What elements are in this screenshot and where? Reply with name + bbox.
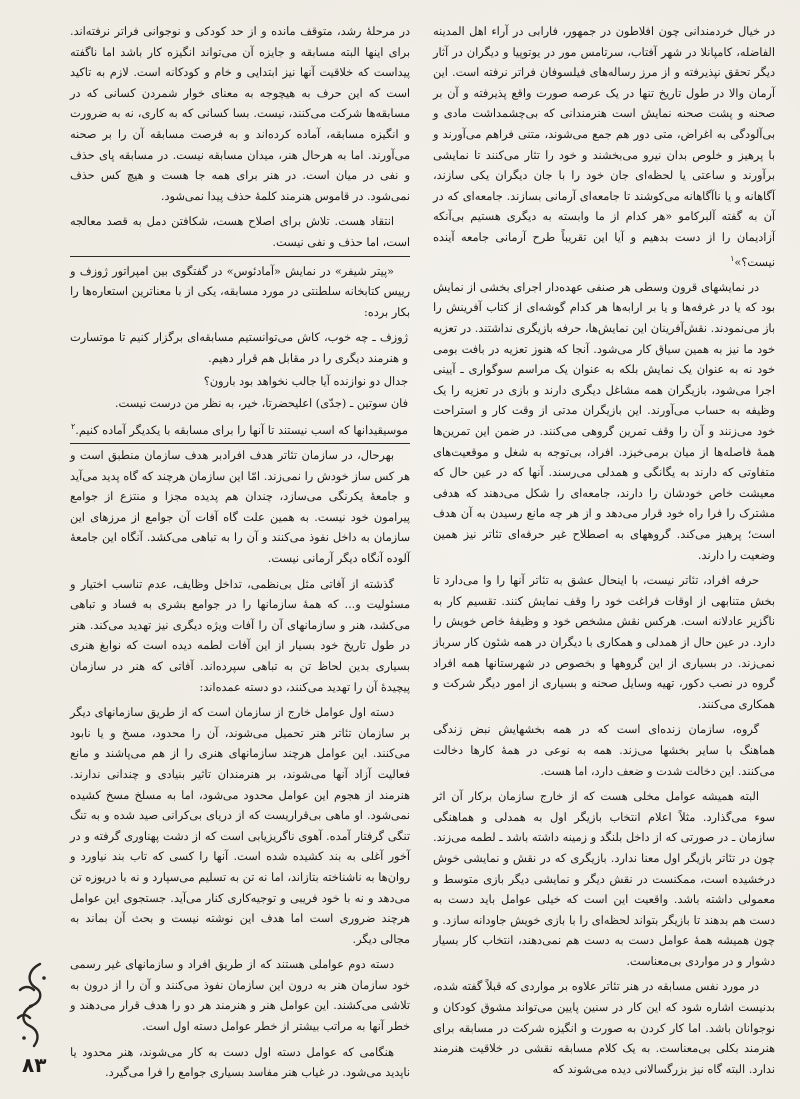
paragraph: در نمایشهای قرون وسطی هر صنفی عهده‌دار اجرای بخشی از نمایش بود که یا در غرفه‌ها و یا بر ارابه‌ها هر کدام گوشه‌ای از کتاب آفرینش را باز می‌نمودند. نقش‌آفرینان این نمایش‌ها، حرفه بازیگری نداشتند. در تعزیه خود ما نیز به همین سیاق کار می‌شود. آنجا که هنوز تعزیه در بافت بومی خود نه به عنوان یک نمایش بلکه به عنوان یک مراسم سوگواری ـ آیینی اجرا می‌شود، بازیگران همه مشاغل دیگری دارند و بازی در تعزیه را یک وظیفه به حساب می‌آورند. این بازیگران مدتی از وقت کار و استراحت خود می‌زنند و آن را وقف تمرین گروهی می‌کنند. در ضمن این تمرین‌ها همهٔ فاصله‌ها از میان برمی‌خیزد. افراد، بی‌توجه به شغل و موقعیت‌های متفاوتی که دارند به یگانگی و همدلی می‌رسند. آنها که در عین حال که معیشت خاص خودشان را دارند، جامعه‌ای را شکل می‌دهند که هدفی مشترک را فرا راه خود قرار می‌دهد و از هر چه مانع رسیدن به آن هدف است؛ پرهیز می‌کند. گروههای به اصطلاح غیر حرفه‌ای تئاتر نیز همین وضعیت را دارند. — [433, 280, 775, 562]
paragraph: انتقاد هست. تلاش برای اصلاح هست، شکافتن دمل به قصد معالجه است، اما حذف و نفی نیست. — [70, 212, 410, 256]
footnote-marker: ۱ — [730, 253, 735, 263]
footnote-marker: ۲ — [70, 421, 76, 431]
paragraph: در مورد نفس مسابقه در هنر تئاتر علاوه بر مواردی که قبلاً گفته شده، بدنیست اشاره شود که این کار در سنین پایین می‌تواند مشوق کودکان و نوجوانان باشد. اما کار کردن به صورت و انگیزه شرکت در مسابقه برای هنرمند بکلی بی‌معناست. به یک کلام مسابقه نقشی در خلاقیت هنرمند ندارد. البته گاه نیز بزرگسالانی دیده می‌شوند که — [433, 980, 775, 1076]
paragraph: گذشته از آفاتی مثل بی‌نظمی، تداخل وظایف، عدم تناسب اختیار و مسئولیت و... که همهٔ سازمانها را در جوامع بشری به فساد و تباهی می‌کشد، هنر و سازمانهای آن را آفات ویژه دیگری نیز تهدید می‌کند. هنر در طول تاریخ خود بسیار از این آفات لطمه دیده است که نوابغ هنری بسیاری بدین لحاظ تن به تباهی سپرده‌اند. آفاتی که هنر در سازمان پیچیدهٔ آن را تهدید می‌کنند، دو دسته عمده‌اند: — [70, 577, 410, 694]
paragraph: حرفه افراد، تئاتر نیست، با اینحال عشق به تئاتر آنها را وا می‌دارد تا بخش متنابهی از اوقات فراغت خود را وقف نمایش کنند. تقسیم کار به ناگزیر عادلانه است. هرکس نقش مشخص خود و وظیفهٔ خاص خویش را دارد. در عین حال از همدلی و همکاری با دیگران در همه شئون کار سرباز نمی‌زند. در بسیاری از این گروهها و بخصوص در شهرستانها همه افراد گروه در نصب دکور، تهیه وسایل صحنه و بسیاری از امور دیگر شرکت و همکاری می‌کنند. — [433, 574, 775, 711]
right-text-column — [433, 22, 775, 1076]
paragraph: دسته اول عوامل خارج از سازمان است که از طریق سازمانهای دیگر بر سازمان تئاتر هنر تحمیل می‌شوند، آن را محدود، مسخ و یا نابود می‌کنند. این عوامل هرچند سازمانهای هنری را از هم می‌پاشند و مانع فعالیت آزاد آنها می‌شوند، بر هنرمندان تاثیر بنیادی و چندانی ندارند. هنرمند از هجوم این عوامل محدود می‌شود، اما به مسلخ مسخ کشیده نمی‌شود. او ماهی بی‌قراریست که از دریای بی‌کرانی صید شده و به تنگ تنگی گرفتار آمده. آهوی ناگریزیابی است که از دشت پهناوری گرفته و در آخور آغلی به بند کشیده شده است. آنها را کسی که تاب بند نیاورد و روان‌ها به ناشناخته بتازاند، اما نه تن به تسلیم می‌سپارد و نه با دریوزه تن می‌دهد و نه با خود فریبی و توجیه‌کاری کنار می‌آید. جستجوی این عوامل هرچند ضروری است اما هدف این نوشته نیست و بحث آن بماند به مجالی دیگر. — [70, 706, 410, 946]
dialogue-line: جدال دو نوازنده آیا جالب نخواهد بود بارون؟ — [203, 374, 408, 388]
dialogue-line: موسیقیدانها که اسب نیستند تا آنها را برای مسابقه با یکدیگر آماده کنیم.$^۲$ — [70, 417, 410, 444]
paragraph: البته همیشه عوامل مخلی هست که از خارج سازمان برکار آن اثر سوء می‌گذارد. مثلاً اعلام انتخاب بازیگر اول به همدلی و هماهنگی سازمان ـ در صورتی که از داخل بلنگد و زمینه داشته باشد ـ لطمه می‌زند. چون در تئاتر بازیگر اول معنا ندارد. بازیگری که در نقش و نمایشی خوش درخشیده است، ممکنست در نقش دیگر و نمایشی دیگر بازی متوسط و معمولی داشته باشد. واقعیت این است که خیلی عوامل باید دست به دست هم بدهند تا بازیگر بتواند لحظه‌ای را با بازی خویش جاودانه سازد. و چون همیشه همهٔ عوامل دست به دست هم نمی‌دهند، انتخاب کار بسیار دشوار و در مواردی بی‌معناست. — [433, 790, 775, 968]
paragraph: گروه، سازمان زنده‌ای است که در همه بخشهایش نبض زندگی هماهنگ با سایر بخشها می‌زند. همه به نوعی در همهٔ کارها دخالت می‌کنند. این دخالت شدت و ضعف دارد، اما هست. — [433, 723, 775, 778]
paragraph: در مرحلهٔ رشد، متوقف مانده و از حد کودکی و نوجوانی فراتر نرفته‌اند. برای اینها البته مسابقه و جایزه آن می‌تواند انگیزه کار باشد اما ناگفته پیداست که خلاقیت آنها نیز ابتدایی و خام و کودکانه است. لازم به تاکید است که این حرف به هیچوجه به معنای خوار شمردن کسانی که در مسابقه‌ها شرکت می‌کنند، نیست. بسا کسانی که به کاری، نه به ضرورت و انگیزه مسابقه، آماده کرده‌اند و به فرصت مسابقه آن را بر صحنه می‌آورند. اما به هرحال هنر، میدان مسابقه نیست. در مسابقه پای حذف و نفی در میان است. در هنر برای همه جا هست و هیچ کس حذف نمی‌شود. در قاموس هنرمند کلمهٔ حذف پیدا نمی‌شود. — [70, 25, 410, 203]
page-number: ۸۳ — [22, 1053, 47, 1077]
paragraph: «پیتر شیفر» در نمایش «آمادئوس» در گفتگوی بین امپراتور ژوزف و رییس کتابخانه سلطنتی در مورد مسابقه، یکی از با معناترین استعاره‌ها را بکار برده: — [70, 264, 410, 319]
paragraph: در خیال خردمندانی چون افلاطون در جمهور، فارابی در آراء اهل المدینه الفاضله، کامپانلا در شهر آفتاب، سر‌تامس مور در یوتوپیا و دیگران در آثار دیگر تحقق نپذیرفته و از مرز رساله‌های فیلسوفان فراتر نرفته است. این آرمان والا در طول تاریخ تنها در یک عرصه صورت واقع پذیرفته و آن بر صحنه و پشت صحنه نمایش است هنرمندانی که بی‌چشمداشت مادی و بی‌آلودگی به اغراض، متی دور هم جمع می‌شوند، متنی فراهم می‌آورند و با پرهیز و خلوص بدان نیرو می‌بخشند و خود را تثار می‌کنند تا نمایشی برآورند و ساعتی یا لحظه‌ای جان خود را با جان دیگران یکی سازند، آگاهانه و یا ناآگاهانه می‌کوشند تا جامعه‌ای آرمانی بسازند. جامعه‌ای که در آن به گفته آلبرکامو «هر کدام از ما وابسته به دیگری هستیم بی‌آنکه آزادیمان را از دست بدهیم و آیا این تقریباً طرح آرمانی جامعه آینده نیست؟»$^۱$ — [433, 25, 775, 269]
margin-signature-logo — [10, 960, 54, 1052]
dialogue-line: فان سوتین ـ (جدّی) اعلیحضرتا، خیر، به نظر من درست نیست. — [114, 397, 408, 411]
paragraph: دسته دوم عواملی هستند که از طریق افراد و سازمانهای غیر رسمی خود سازمان هنر به درون این سازمان نفوذ می‌کنند و آن را از درون به تلاشی می‌کشند. این عوامل هنر و هنرمند هر دو را هدف قرار می‌دهند و خطر آنها به مراتب بیشتر از خطر عوامل دسته اول است. — [70, 958, 410, 1034]
dialogue-line: ژوزف ـ چه خوب، کاش می‌توانستیم مسابقه‌ای برگزار کنیم تا موتسارت و هنرمند دیگری را در مقابل هم قرار دهیم. — [70, 331, 408, 365]
paragraph: بهرحال، در سازمان تئاتر هدف افرادبر هدف سازمان منطبق است و هر کس ساز خودش را نمی‌زند. امّا این سازمان هرچند که گاه پدید می‌آید و جامعهٔ یکرنگی می‌سازد، چندان هم پدیده مجزا و منتزع از جوامع پیرامون خود نیست. به همین علت گاه آفات آن جوامع از مرزهای این سازمان به داخل نفوذ می‌کنند و آن را به تباهی می‌کشد. آنگاه این جامعهٔ آلوده آنگاه دیگر آرمانی نیست. — [70, 449, 410, 566]
paragraph: هنگامی که عوامل دسته اول دست به کار می‌شوند، هنر محدود یا ناپدید می‌شود. در غیاب هنر مفاسد بسیاری جوامع را فرا می‌گیرد. — [70, 1045, 410, 1080]
left-text-column — [70, 22, 410, 1080]
